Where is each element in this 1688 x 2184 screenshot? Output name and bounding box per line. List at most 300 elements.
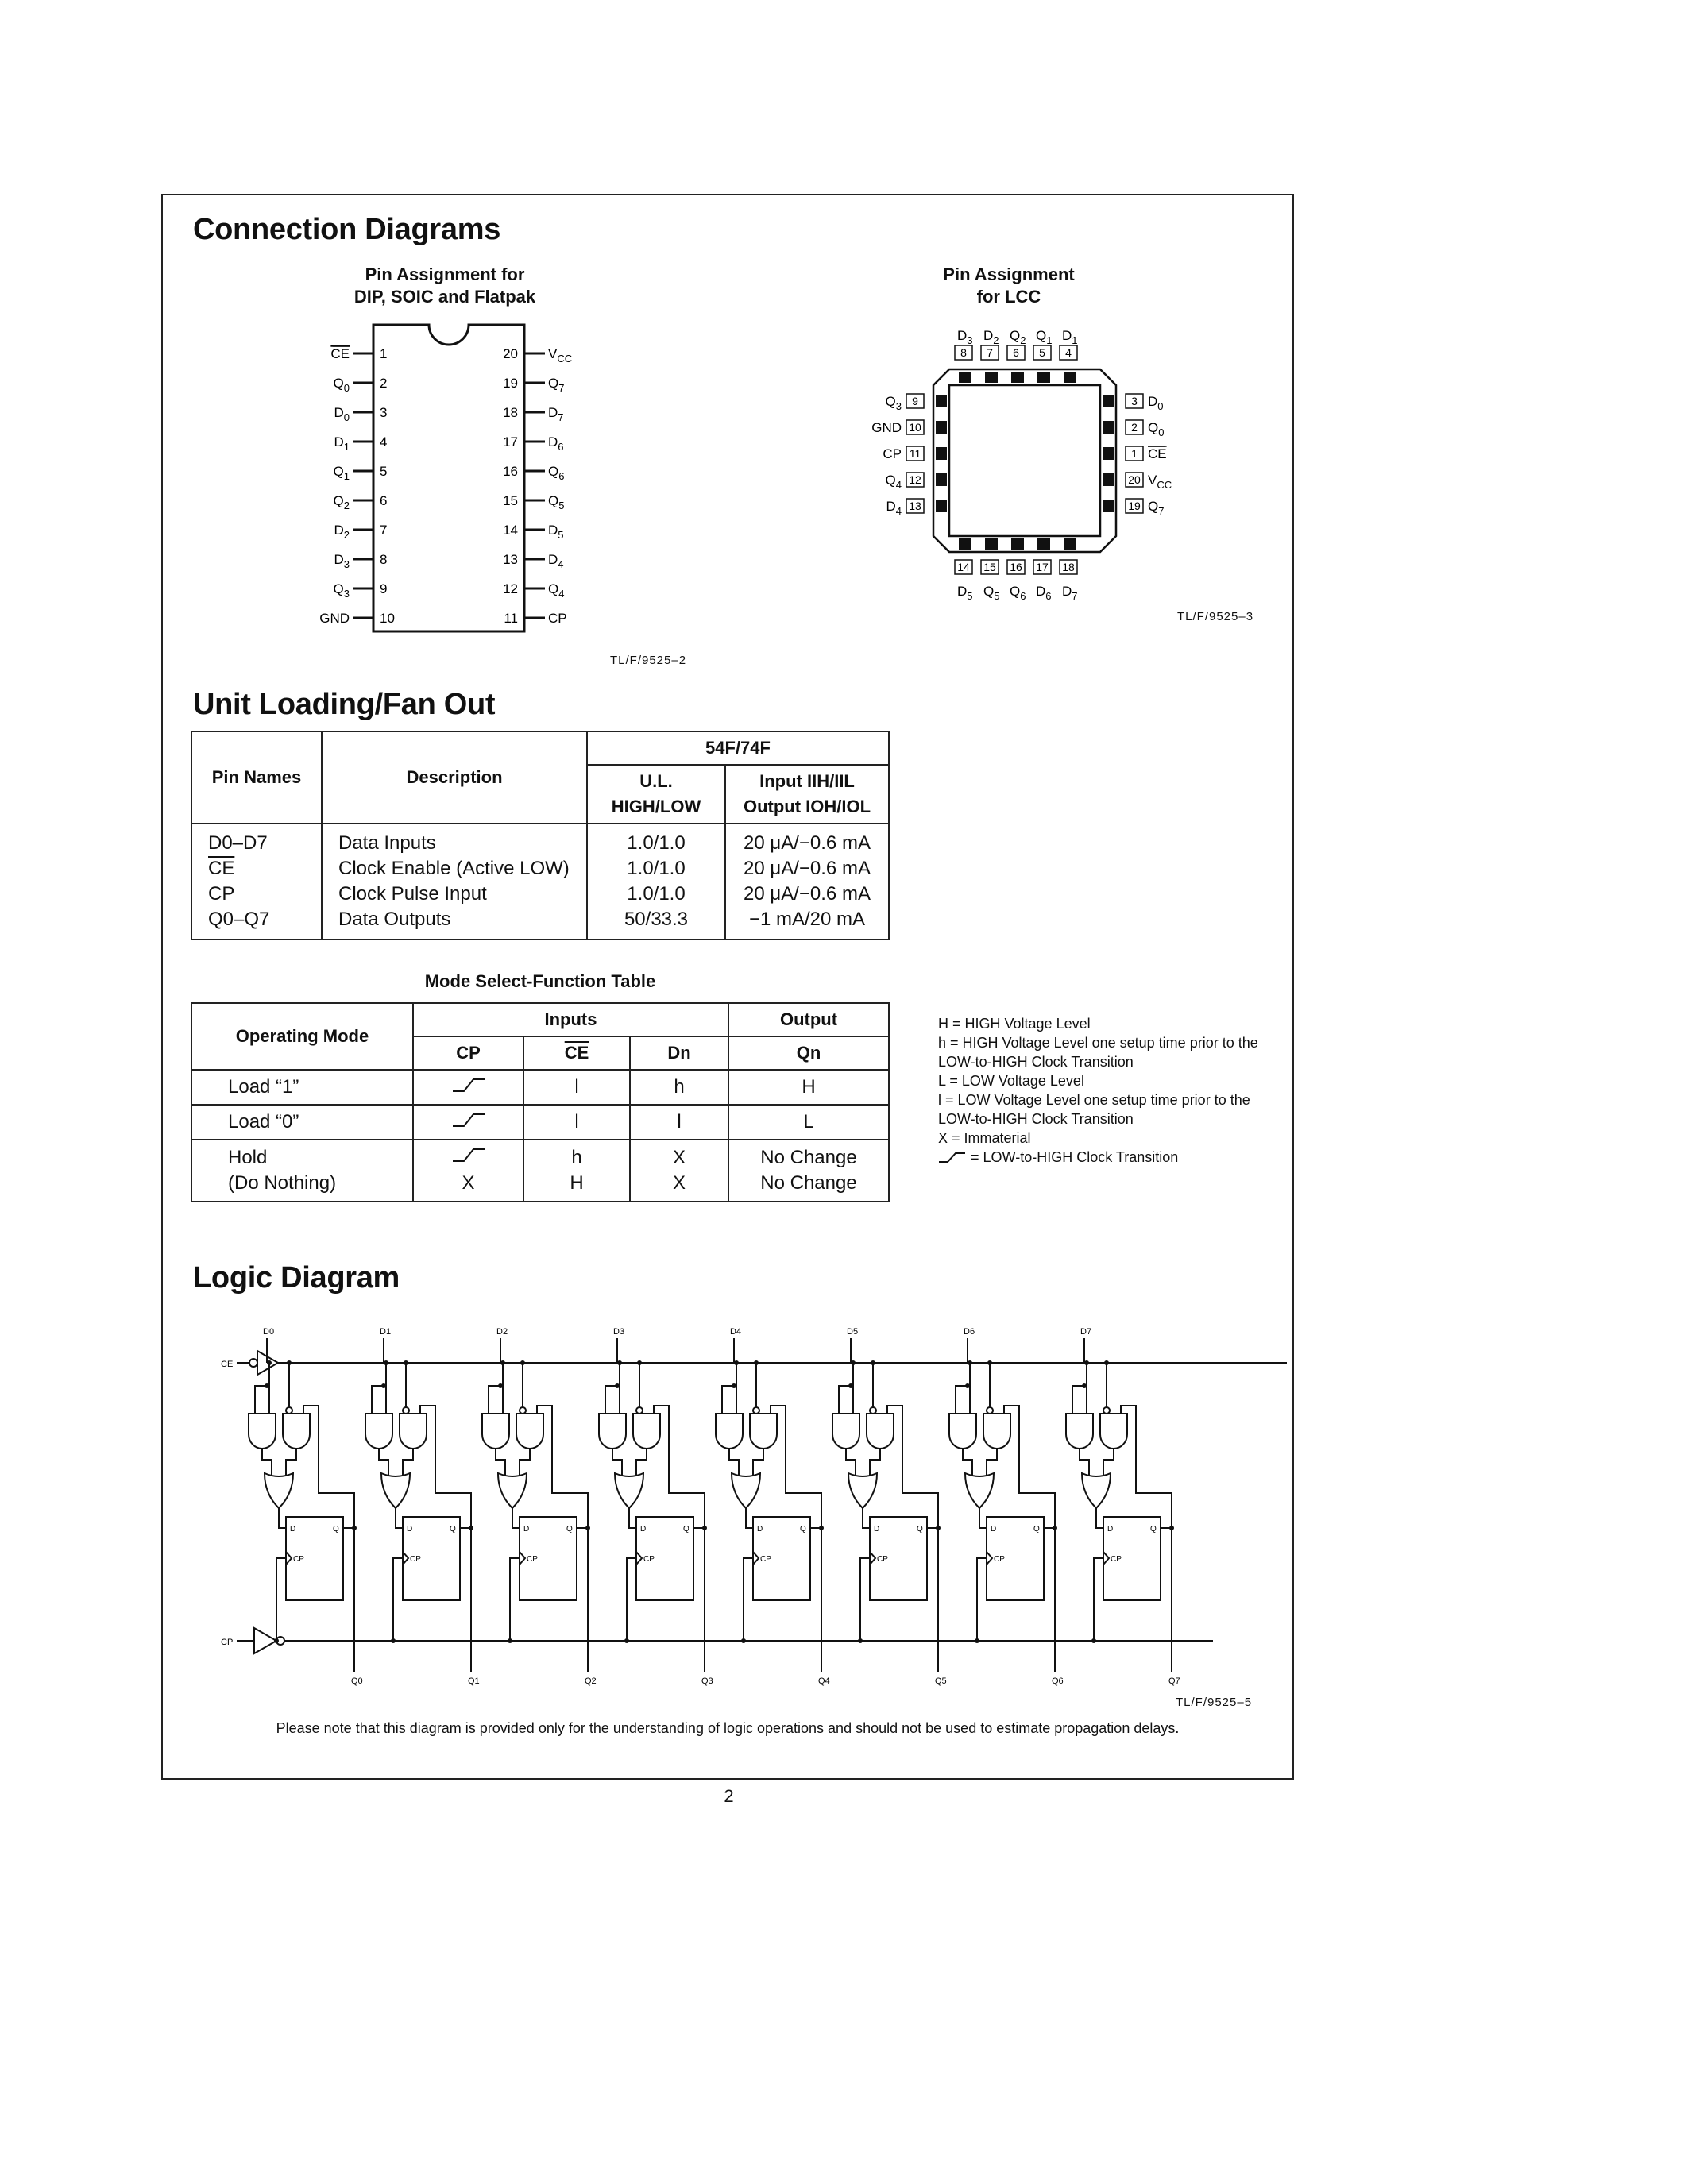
pin-number: 19 — [503, 376, 518, 391]
pin-name: $D_0$ — [1148, 394, 1164, 412]
ce-inverter-bubble — [249, 1359, 257, 1367]
feedback-wire — [303, 1406, 354, 1528]
q-output-label: Q2 — [585, 1677, 597, 1686]
legend-rising-edge-text: = LOW-to-HIGH Clock Transition — [971, 1149, 1179, 1165]
pin-name: CP — [548, 611, 567, 626]
dn-cell: h — [630, 1070, 728, 1105]
wire-junction — [637, 1360, 642, 1365]
mode-select-table — [191, 1002, 890, 1202]
pin-number: 18 — [503, 405, 518, 420]
or-gate — [848, 1473, 877, 1508]
page-number: 2 — [724, 1786, 734, 1806]
table-body — [191, 824, 889, 940]
d-wire — [279, 1508, 286, 1528]
and-gate — [983, 1414, 1010, 1449]
header-output: Output — [728, 1003, 889, 1036]
table-row: $\overline{CE}$ — [208, 858, 235, 879]
wire-junction — [508, 1638, 512, 1643]
and-gate — [1066, 1414, 1093, 1449]
legend-item: L = LOW Voltage Level — [938, 1073, 1084, 1089]
lcc-pad — [936, 395, 947, 407]
pin-number: 5 — [1039, 346, 1045, 359]
or-gate — [498, 1473, 527, 1508]
pin-name: $Q_5$ — [548, 493, 565, 511]
header-54f74f: 54F/74F — [587, 731, 889, 765]
lcc-pad — [1103, 500, 1114, 512]
mode-cell — [191, 1140, 413, 1202]
ce-value: h — [571, 1147, 582, 1168]
pin-number: 3 — [380, 405, 388, 420]
pin-name: $Q_3$ — [885, 394, 902, 412]
gate-wire — [262, 1449, 272, 1476]
pin-name: $Q_0$ — [1148, 420, 1165, 438]
dn-value: X — [672, 1147, 686, 1168]
wire-junction — [734, 1360, 739, 1365]
wire-junction — [1084, 1360, 1089, 1365]
header-qn: Qn — [728, 1036, 889, 1070]
pin-number: 20 — [503, 346, 518, 361]
dip-caption-line2: DIP, SOIC and Flatpak — [353, 287, 536, 307]
ff-cp-label: CP — [410, 1555, 421, 1564]
clock-wire — [276, 1558, 286, 1641]
and-gate — [249, 1414, 276, 1449]
ff-q-label: Q — [917, 1525, 923, 1534]
pin-number: 2 — [1131, 421, 1138, 434]
ff-clock-mark — [520, 1552, 525, 1565]
d-wire — [629, 1508, 636, 1528]
rising-edge-icon — [451, 1146, 486, 1163]
pin-name: $D_1$ — [1062, 328, 1078, 346]
d-wire — [863, 1508, 870, 1528]
gate-wire — [372, 1386, 384, 1414]
q-output-label: Q6 — [1052, 1677, 1064, 1686]
pin-name: $D_4$ — [548, 552, 564, 570]
and-gate — [633, 1414, 660, 1449]
ce-cell — [523, 1140, 630, 1202]
ff-cp-label: CP — [994, 1555, 1005, 1564]
d-wire — [1096, 1508, 1103, 1528]
pin-number: 7 — [380, 523, 388, 538]
ff-d-label: D — [523, 1525, 530, 1534]
connection-diagrams-title: Connection Diagrams — [193, 213, 501, 246]
pin-name: $Q_7$ — [548, 376, 565, 394]
ff-d-label: D — [757, 1525, 763, 1534]
ff-cp-label: CP — [1111, 1555, 1122, 1564]
wire-junction — [287, 1360, 292, 1365]
mode-table-legend — [938, 1014, 1288, 1167]
qn-value: No Change — [760, 1172, 857, 1194]
pin-number: 13 — [503, 552, 518, 567]
lcc-pad — [985, 538, 998, 550]
and-gate — [832, 1414, 859, 1449]
ff-clock-mark — [987, 1552, 992, 1565]
cp-cell — [413, 1105, 523, 1140]
lcc-pad — [1103, 395, 1114, 407]
pin-name: CP — [883, 446, 902, 461]
ff-q-label: Q — [1150, 1525, 1157, 1534]
table-cell: Data Inputs — [338, 832, 436, 854]
wire-junction — [391, 1638, 396, 1643]
gate-wire — [379, 1449, 388, 1476]
pin-number: 1 — [380, 346, 388, 361]
table-row — [191, 1105, 889, 1140]
d-wire — [512, 1508, 520, 1528]
pin-number: 10 — [909, 421, 921, 434]
pin-name: $D_5$ — [548, 523, 564, 541]
pin-name: $Q_3$ — [333, 581, 350, 600]
table-cell: Clock Enable (Active LOW) — [338, 858, 570, 879]
wire-junction — [968, 1360, 972, 1365]
gate-wire — [403, 1449, 413, 1476]
gate-wire — [987, 1449, 997, 1476]
and-gate — [283, 1414, 310, 1449]
pin-name: CE — [1148, 446, 1167, 461]
gate-wire — [612, 1449, 622, 1476]
pin-number: 19 — [1128, 500, 1141, 512]
data-input-label: D3 — [613, 1327, 625, 1337]
lcc-caption-line2: for LCC — [976, 287, 1041, 307]
ff-d-label: D — [407, 1525, 413, 1534]
pin-name: $Q_5$ — [983, 584, 1000, 602]
lcc-pad — [1011, 538, 1024, 550]
pin-number: 12 — [909, 473, 921, 486]
feedback-wire — [537, 1406, 588, 1528]
ff-q-label: Q — [566, 1525, 573, 1534]
gate-wire — [722, 1386, 734, 1414]
ff-clock-mark — [286, 1552, 292, 1565]
rising-edge-icon — [938, 1151, 967, 1163]
wire-junction — [851, 1360, 856, 1365]
ff-d-label: D — [640, 1525, 647, 1534]
gate-wire — [753, 1449, 763, 1476]
header-operating-mode: Operating Mode — [191, 1003, 413, 1070]
q-output-label: Q5 — [935, 1677, 947, 1686]
gate-wire — [255, 1386, 267, 1414]
table-cell: 1.0/1.0 — [627, 832, 686, 854]
feedback-wire — [1004, 1406, 1055, 1528]
pin-number: 15 — [983, 561, 996, 573]
wire-junction — [975, 1638, 979, 1643]
lcc-pad — [1011, 372, 1024, 383]
wire-junction — [267, 1360, 272, 1365]
header-ul-line2: HIGH/LOW — [611, 797, 701, 816]
pin-name: CE — [330, 346, 350, 361]
or-gate — [381, 1473, 410, 1508]
header-cp: CP — [413, 1036, 523, 1070]
inverter-bubble — [870, 1407, 876, 1414]
mode-do-nothing: (Do Nothing) — [228, 1172, 337, 1194]
pin-number: 1 — [1131, 447, 1138, 460]
data-input-label: D1 — [380, 1327, 392, 1337]
q-output-label: Q0 — [351, 1677, 363, 1686]
header-ce: $\overline{CE}$ — [523, 1036, 630, 1070]
gate-wire — [1072, 1386, 1084, 1414]
pin-number: 12 — [503, 581, 518, 596]
table-cell: −1 mA/20 mA — [748, 909, 866, 930]
lcc-package-diagram — [858, 314, 1192, 608]
pin-name: $D_6$ — [548, 434, 564, 453]
data-input-label: D2 — [496, 1327, 508, 1337]
gate-wire — [636, 1449, 647, 1476]
ce-cell: l — [523, 1070, 630, 1105]
header-ul — [587, 765, 725, 824]
lcc-caption-line1: Pin Assignment — [943, 264, 1075, 284]
ff-clock-mark — [403, 1552, 408, 1565]
cp-input-label: CP — [221, 1638, 234, 1647]
legend-item: l = LOW Voltage Level one setup time prior to the LOW-to-HIGH Clock Transition — [938, 1092, 1250, 1127]
ff-q-label: Q — [800, 1525, 806, 1534]
legend-item: X = Immaterial — [938, 1130, 1031, 1146]
cp-buffer — [254, 1628, 276, 1653]
ff-d-label: D — [290, 1525, 296, 1534]
header-dn: Dn — [630, 1036, 728, 1070]
d-wire — [746, 1508, 753, 1528]
lcc-pad — [959, 372, 971, 383]
legend-item — [938, 1148, 1288, 1167]
pin-number: 8 — [960, 346, 967, 359]
wire-junction — [741, 1638, 746, 1643]
table-cell: 20 μA/−0.6 mA — [744, 883, 871, 905]
inverter-bubble — [286, 1407, 292, 1414]
wire-junction — [520, 1360, 525, 1365]
lcc-pad — [1103, 421, 1114, 434]
feedback-wire — [654, 1406, 705, 1528]
rising-edge-icon — [451, 1111, 486, 1129]
ff-q-label: Q — [333, 1525, 339, 1534]
ce-cell: l — [523, 1105, 630, 1140]
ul-column — [587, 824, 725, 940]
and-gate — [599, 1414, 626, 1449]
gate-wire — [870, 1449, 880, 1476]
mode-cell: Load “1” — [191, 1070, 413, 1105]
gate-wire — [729, 1449, 739, 1476]
table-cell: Data Outputs — [338, 909, 451, 930]
wire-junction — [1091, 1638, 1096, 1643]
lcc-pad — [1037, 372, 1050, 383]
pin-number: 7 — [987, 346, 993, 359]
pin-number: 15 — [503, 493, 518, 508]
ff-clock-mark — [1103, 1552, 1109, 1565]
logic-note: Please note that this diagram is provided only for the understanding of logic operations and should not be used to estimate propagation delays. — [276, 1720, 1180, 1736]
unit-loading-title: Unit Loading/Fan Out — [193, 688, 496, 721]
header-io-line2: Output IOH/IOL — [743, 797, 871, 816]
table-row: Q0–Q7 — [208, 909, 270, 930]
pin-number: 4 — [1065, 346, 1072, 359]
pin-name: $D_6$ — [1036, 584, 1052, 602]
rising-edge-icon — [451, 1076, 486, 1094]
d-wire — [979, 1508, 987, 1528]
qn-value: No Change — [760, 1147, 857, 1168]
lcc-pad — [1064, 372, 1076, 383]
pin-name: GND — [319, 611, 350, 626]
pin-name: $Q_2$ — [1010, 328, 1026, 346]
q-output-label: Q4 — [818, 1677, 830, 1686]
ff-q-label: Q — [683, 1525, 689, 1534]
legend-item: h = HIGH Voltage Level one setup time prior to the LOW-to-HIGH Clock Transition — [938, 1035, 1258, 1070]
pin-number: 10 — [380, 611, 395, 626]
description-column — [322, 824, 587, 940]
pin-name: $Q_6$ — [1010, 584, 1026, 602]
mode-table-title: Mode Select-Function Table — [424, 971, 656, 991]
data-input-label: D7 — [1080, 1327, 1092, 1337]
ff-d-label: D — [874, 1525, 880, 1534]
pin-name: $D_2$ — [983, 328, 999, 346]
q-output-label: Q7 — [1168, 1677, 1180, 1686]
pin-number: 11 — [909, 447, 921, 460]
or-gate — [732, 1473, 760, 1508]
pin-number: 9 — [380, 581, 388, 596]
pin-name: $D_3$ — [334, 552, 350, 570]
wire-junction — [274, 1638, 279, 1643]
qn-cell: H — [728, 1070, 889, 1105]
pin-name: $D_4$ — [886, 499, 902, 517]
lcc-pad — [985, 372, 998, 383]
pin-names-column — [191, 824, 322, 940]
gate-wire — [605, 1386, 617, 1414]
wire-junction — [987, 1360, 992, 1365]
pin-name: $Q_2$ — [333, 493, 350, 511]
pin-name: $D_0$ — [334, 405, 350, 423]
lcc-pad — [936, 473, 947, 486]
io-column — [725, 824, 889, 940]
and-gate — [716, 1414, 743, 1449]
pin-name: $Q_4$ — [548, 581, 565, 600]
pin-number: 16 — [503, 464, 518, 479]
gate-wire — [496, 1449, 505, 1476]
wire-junction — [384, 1360, 388, 1365]
logic-reference: TL/F/9525–5 — [1176, 1696, 1253, 1709]
table-row — [191, 1140, 889, 1202]
gate-wire — [489, 1386, 500, 1414]
dn-cell: l — [630, 1105, 728, 1140]
feedback-wire — [887, 1406, 938, 1528]
ff-cp-label: CP — [877, 1555, 888, 1564]
gate-wire — [963, 1449, 972, 1476]
pin-name: GND — [871, 420, 902, 435]
ff-clock-mark — [753, 1552, 759, 1565]
clock-wire — [393, 1558, 403, 1641]
table-cell: 50/33.3 — [624, 909, 689, 930]
pin-name: $D_1$ — [334, 434, 350, 453]
table-cell: 20 μA/−0.6 mA — [744, 832, 871, 854]
wire-junction — [858, 1638, 863, 1643]
inverter-bubble — [753, 1407, 759, 1414]
pin-number: 5 — [380, 464, 388, 479]
pin-number: 4 — [380, 434, 388, 450]
data-input-label: D5 — [847, 1327, 859, 1337]
pin-name: $V_{CC}$ — [1148, 473, 1172, 491]
dip-caption — [302, 264, 588, 308]
wire-junction — [871, 1360, 875, 1365]
gate-wire — [1103, 1449, 1114, 1476]
lcc-reference: TL/F/9525–3 — [1177, 610, 1254, 623]
mode-cell: Load “0” — [191, 1105, 413, 1140]
clock-wire — [510, 1558, 520, 1641]
data-input-label: D0 — [263, 1327, 275, 1337]
ff-q-label: Q — [1033, 1525, 1040, 1534]
gate-wire — [286, 1449, 296, 1476]
table-cell: Clock Pulse Input — [338, 883, 487, 905]
and-gate — [365, 1414, 392, 1449]
pin-name: $D_2$ — [334, 523, 350, 541]
logic-diagram — [207, 1318, 1287, 1700]
pin-number: 16 — [1010, 561, 1022, 573]
pin-number: 3 — [1131, 395, 1138, 407]
lcc-pad — [1064, 538, 1076, 550]
dn-value: X — [672, 1172, 686, 1194]
ff-clock-mark — [636, 1552, 642, 1565]
lcc-caption — [890, 264, 1128, 308]
table-row: D0–D7 — [208, 832, 268, 854]
pin-name: $Q_6$ — [548, 464, 565, 482]
ff-clock-mark — [870, 1552, 875, 1565]
pin-name: $D_5$ — [957, 584, 973, 602]
ff-d-label: D — [1107, 1525, 1114, 1534]
pin-name: $Q_4$ — [885, 473, 902, 491]
and-gate — [1100, 1414, 1127, 1449]
and-gate — [482, 1414, 509, 1449]
header-description: Description — [322, 731, 587, 824]
gate-wire — [1080, 1449, 1089, 1476]
pin-name: $Q_0$ — [333, 376, 350, 394]
lcc-pad — [1103, 447, 1114, 460]
ce-input-label: CE — [221, 1360, 234, 1369]
pin-name: $D_3$ — [957, 328, 973, 346]
ff-cp-label: CP — [643, 1555, 655, 1564]
pin-number: 6 — [380, 493, 388, 508]
inverter-bubble — [987, 1407, 993, 1414]
header-input-output — [725, 765, 889, 824]
wire-junction — [500, 1360, 505, 1365]
wire-junction — [404, 1360, 408, 1365]
clock-wire — [744, 1558, 753, 1641]
feedback-wire — [1121, 1406, 1172, 1528]
logic-diagram-title: Logic Diagram — [193, 1261, 400, 1295]
pin-name: $D_7$ — [548, 405, 564, 423]
pin-name: $Q_1$ — [1036, 328, 1053, 346]
clock-wire — [627, 1558, 636, 1641]
ce-value: H — [570, 1172, 584, 1194]
gate-wire — [520, 1449, 530, 1476]
lcc-pad — [1037, 538, 1050, 550]
header-pin-names: Pin Names — [191, 731, 322, 824]
lcc-body — [933, 369, 1116, 552]
cp-cell — [413, 1070, 523, 1105]
pin-number: 9 — [912, 395, 918, 407]
pin-number: 14 — [957, 561, 970, 573]
pin-number: 17 — [503, 434, 518, 450]
dip-package-diagram — [302, 314, 588, 635]
pin-number: 11 — [504, 611, 518, 626]
pin-number: 17 — [1036, 561, 1049, 573]
pin-name: $Q_1$ — [333, 464, 350, 482]
data-input-label: D4 — [730, 1327, 742, 1337]
gate-wire — [956, 1386, 968, 1414]
pin-number: 6 — [1013, 346, 1019, 359]
dip-reference: TL/F/9525–2 — [610, 654, 687, 667]
q-output-label: Q3 — [701, 1677, 713, 1686]
pin-name: $Q_7$ — [1148, 499, 1165, 517]
pin-number: 14 — [503, 523, 518, 538]
ff-cp-label: CP — [760, 1555, 771, 1564]
or-gate — [965, 1473, 994, 1508]
dip-caption-line1: Pin Assignment for — [365, 264, 525, 284]
or-gate — [1082, 1473, 1111, 1508]
inverter-bubble — [1103, 1407, 1110, 1414]
lcc-pad — [936, 447, 947, 460]
inverter-bubble — [636, 1407, 643, 1414]
ff-q-label: Q — [450, 1525, 456, 1534]
